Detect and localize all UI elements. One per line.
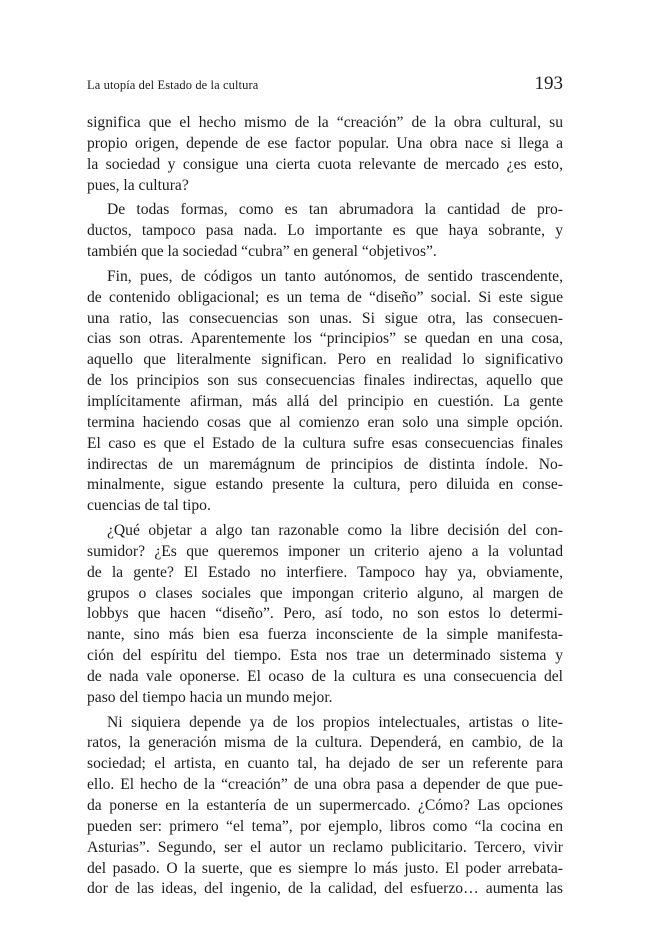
text-line: implícitamente afirman, más allá del principio en cuestión. La gente bbox=[87, 392, 563, 410]
text-line: propio origen, depende de ese factor popular. Una obra nace si llega a bbox=[87, 134, 563, 152]
paragraph bbox=[87, 713, 563, 901]
text-line: la sociedad y consigue una cierta cuota relevante de mercado ¿es esto, bbox=[87, 155, 563, 173]
text-line: cuencias de tal tipo. bbox=[87, 497, 211, 515]
text-line: también que la sociedad “cubra” en general “objetivos”. bbox=[87, 243, 437, 261]
text-line: sociedad; el artista, en cuanto tal, ha dejado de ser un referente para bbox=[87, 755, 563, 773]
text-line: ción del espíritu del tiempo. Esta nos trae un determinado sistema y bbox=[87, 647, 563, 665]
text-line: del pasado. O la suerte, que es siempre lo más justo. El poder arrebata- bbox=[87, 859, 563, 877]
text-line: grupos o clases sociales que impongan criterio alguno, al margen de bbox=[87, 584, 563, 602]
running-title: La utopía del Estado de la cultura bbox=[87, 78, 259, 92]
paragraph bbox=[87, 521, 563, 709]
paragraph bbox=[87, 113, 563, 196]
text-line: pues, la cultura? bbox=[87, 176, 189, 194]
text-line: De todas formas, como es tan abrumadora la cantidad de pro- bbox=[107, 201, 563, 219]
text-line: de los principios son sus consecuencias finales indirectas, aquello que bbox=[87, 372, 563, 390]
text-line: de nada vale oponerse. El ocaso de la cultura es una consecuencia del bbox=[87, 667, 563, 685]
text-line: pueden ser: primero “el tema”, por ejemplo, libros como “la cocina en bbox=[87, 817, 563, 835]
text-line: termina haciendo cosas que al comienzo eran solo una simple opción. bbox=[87, 413, 563, 431]
text-line: Asturias”. Segundo, ser el autor un reclamo publicitario. Tercero, vivir bbox=[87, 838, 563, 856]
text-line: nante, sino más bien esa fuerza inconsciente de la simple manifesta- bbox=[87, 626, 563, 644]
paragraph bbox=[87, 267, 563, 517]
paragraph bbox=[87, 200, 563, 263]
text-line: Fin, pues, de códigos un tanto autónomos, de sentido trascendente, bbox=[107, 267, 563, 285]
text-line: da ponerse en la estantería de un supermercado. ¿Cómo? Las opciones bbox=[87, 797, 563, 814]
text-line: una ratio, las consecuencias son unas. Si sigue otra, las consecuen- bbox=[87, 309, 563, 327]
text-line: de contenido obligacional; es un tema de “diseño” social. Si este sigue bbox=[87, 288, 563, 306]
text-line: sumidor? ¿Es que queremos imponer un criterio ajeno a la voluntad bbox=[87, 542, 563, 560]
text-line: ¿Qué objetar a algo tan razonable como la libre decisión del con- bbox=[107, 522, 563, 540]
text-line: ratos, la generación misma de la cultura. Dependerá, en cambio, de la bbox=[87, 734, 563, 752]
text-line: aquello que literalmente significan. Pero en realidad lo significativo bbox=[87, 351, 563, 369]
text-line: cias son otras. Aparentemente los “principios” se quedan en una cosa, bbox=[87, 330, 563, 348]
body-text bbox=[87, 113, 563, 900]
text-line: indirectas de un maremágnum de principios de distinta índole. No- bbox=[87, 455, 563, 473]
text-line: dor de las ideas, del ingenio, de la calidad, del esfuerzo… aumenta las bbox=[87, 880, 563, 898]
text-line: El caso es que el Estado de la cultura sufre esas consecuencias finales bbox=[87, 434, 563, 452]
text-line: significa que el hecho mismo de la “creación” de la obra cultural, su bbox=[87, 114, 563, 131]
text-line: de la gente? El Estado no interfiere. Tampoco hay ya, obviamente, bbox=[87, 563, 563, 581]
text-line: paso del tiempo hacia un mundo mejor. bbox=[87, 688, 333, 706]
text-line: lobbys que hacen “diseño”. Pero, así todo, no son estos lo determi- bbox=[87, 605, 563, 623]
text-line: Ni siquiera depende ya de los propios intelectuales, artistas o lite- bbox=[107, 713, 563, 731]
page-number: 193 bbox=[534, 73, 563, 94]
running-head bbox=[87, 73, 563, 95]
text-line: ello. El hecho de la “creación” de una obra pasa a depender de que pue- bbox=[87, 776, 563, 794]
text-line: ductos, tampoco pasa nada. Lo importante es que haya sobrante, y bbox=[87, 222, 563, 240]
text-line: minalmente, sigue estando presente la cultura, pero diluida en conse- bbox=[87, 476, 563, 494]
